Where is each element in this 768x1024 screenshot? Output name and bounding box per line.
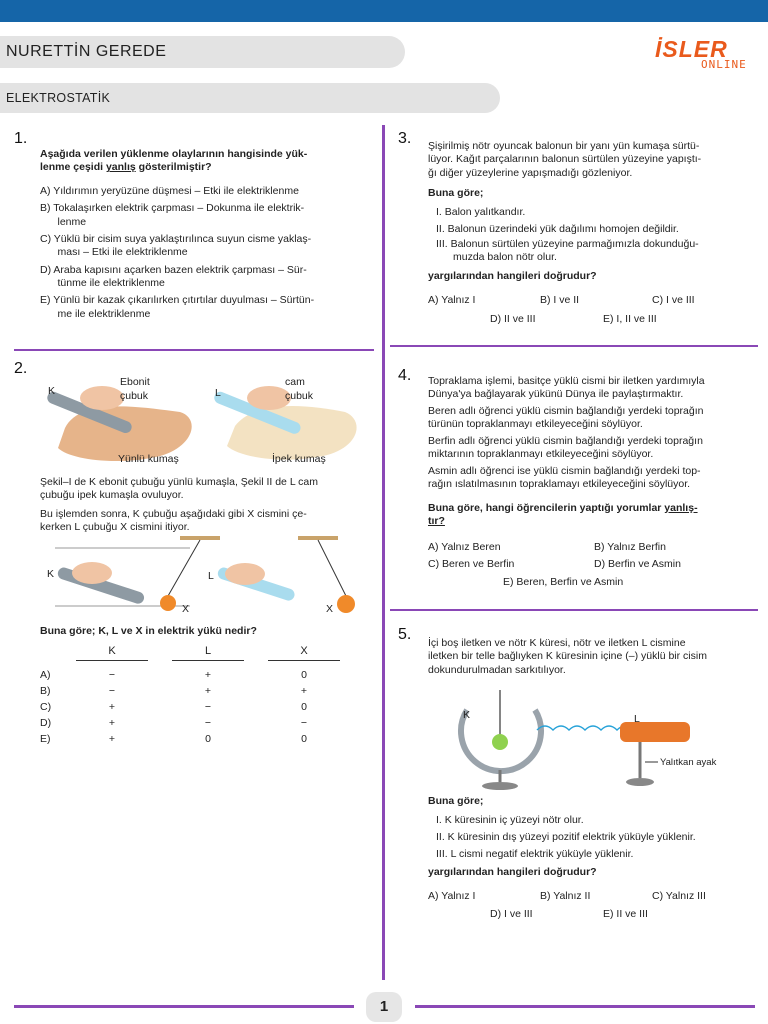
q3-number: 3. bbox=[398, 130, 412, 147]
q4-ask-2: tır? bbox=[428, 515, 445, 528]
q1-option-b-cont: lenme bbox=[40, 215, 87, 228]
q5-fig-k-label: K bbox=[463, 709, 471, 721]
q2-cell-x: 0 bbox=[301, 701, 307, 713]
q4-line2: Dünya'ya bağlayarak yükünü Dünya ile paylaştırmaktır. bbox=[428, 388, 684, 401]
q5-line3: dokundurulmadan sarkıtılıyor. bbox=[428, 663, 566, 676]
q4-line3: Beren adlı öğrenci yüklü cismin bağlandığı yerdeki toprağın bbox=[428, 404, 704, 417]
q3-ask: yargılarından hangileri doğrudur? bbox=[428, 270, 597, 282]
q2-paragraph-1-line1: Şekil–I de K ebonit çubuğu yünlü kumaşla, Şekil II de L cam bbox=[40, 476, 319, 488]
q1-option-a[interactable]: A) Yıldırımın yeryüzüne düşmesi – Etki ile elektriklenme bbox=[40, 185, 299, 197]
q1-number: 1. bbox=[14, 130, 28, 147]
q2-paragraph-2 bbox=[40, 508, 380, 535]
q5-option-d[interactable]: D) I ve III bbox=[490, 908, 533, 920]
q2-cell-k: − bbox=[108, 685, 116, 697]
q2-row-label: A) bbox=[40, 669, 51, 681]
q4-stem bbox=[428, 375, 758, 492]
q2-fig1-rod-label1: Ebonit bbox=[120, 376, 150, 388]
q5-option-e[interactable]: E) II ve III bbox=[603, 908, 648, 920]
q2-cell-k: + bbox=[108, 701, 116, 713]
conducting-wire bbox=[537, 726, 633, 730]
q4-option-c[interactable]: C) Beren ve Berfin bbox=[428, 558, 515, 570]
l-base bbox=[626, 778, 654, 786]
q1-option-e[interactable]: E) Yünlü bir kazak çıkarılırken çıtırtılar duyulması – Sürtün- bbox=[40, 294, 315, 307]
q2-col-k: K bbox=[108, 645, 116, 657]
q5-line2: iletken bir telle bağlıyken K küresinin içine (–) yüklü bir cisim bbox=[428, 650, 707, 663]
q3-separator bbox=[390, 345, 758, 347]
q1-stem-line2a: lenme çeşidi bbox=[40, 161, 106, 174]
q2-cell-x: − bbox=[300, 717, 308, 729]
q4-option-e[interactable]: E) Beren, Berfin ve Asmin bbox=[503, 576, 624, 588]
pend1-ball bbox=[160, 595, 176, 611]
q2-pend-k-label: K bbox=[47, 568, 55, 580]
q5-option-a[interactable]: A) Yalnız I bbox=[428, 890, 476, 902]
q3-stem bbox=[428, 140, 758, 180]
page-number: 1 bbox=[366, 992, 402, 1022]
q2-col-k-rule bbox=[76, 660, 148, 661]
q1-option-e-cont: me ile elektriklenme bbox=[40, 307, 151, 320]
q5-figure bbox=[455, 690, 735, 795]
q5-ask: yargılarından hangileri doğrudur? bbox=[428, 866, 597, 878]
l-conductor bbox=[620, 722, 690, 742]
charged-ball bbox=[492, 734, 508, 750]
q2-fig2-cloth-label: İpek kumaş bbox=[272, 453, 326, 465]
logo-sub-text: ONLINE bbox=[701, 58, 747, 71]
pend2-hand bbox=[225, 563, 265, 585]
q5-lead: Buna göre; bbox=[428, 795, 484, 807]
q4-option-a[interactable]: A) Yalnız Beren bbox=[428, 541, 501, 553]
q3-statement-2: II. Balonun üzerindeki yük dağılımı homojen değildir. bbox=[436, 222, 679, 235]
q2-row-label: C) bbox=[40, 701, 52, 713]
q4-line5: Berfin adlı öğrenci yüklü cismin bağlandığı yerdeki toprağın bbox=[428, 434, 703, 447]
q2-paragraph-2-line2: kerken L çubuğu X cismini itiyor. bbox=[40, 521, 190, 534]
q1-option-c-cont: ması – Etki ile elektriklenme bbox=[40, 246, 188, 259]
q2-cell-l: + bbox=[204, 669, 212, 681]
q1-option-c[interactable]: C) Yüklü bir cisim suya yaklaştırılınca suyun cisme yaklaş- bbox=[40, 232, 312, 245]
q5-stem bbox=[428, 637, 758, 677]
q3-statement-3-cont: muzda balon nötr olur. bbox=[453, 251, 557, 264]
pend2-string bbox=[318, 540, 346, 596]
pend1-support bbox=[180, 536, 220, 540]
q4-option-d[interactable]: D) Berfin ve Asmin bbox=[594, 558, 681, 570]
q2-fig1-cloth-label: Yünlü kumaş bbox=[118, 453, 179, 465]
q3-stem-line1: Şişirilmiş nötr oyuncak balonun bir yanı yün kumaşa sürtü- bbox=[428, 140, 700, 152]
q2-pend-x2-label: X bbox=[326, 603, 334, 615]
q2-paragraph-1-line2: çubuğu ipek kumaşla ovuluyor. bbox=[40, 489, 184, 502]
q3-option-d[interactable]: D) II ve III bbox=[490, 313, 536, 325]
column-divider bbox=[382, 125, 385, 980]
q1-stem-line2c: gösterilmiştir? bbox=[135, 161, 212, 174]
q2-number: 2. bbox=[14, 360, 28, 377]
q1-stem-emphasis: yanlış bbox=[105, 161, 136, 174]
q2-row-label: E) bbox=[40, 733, 51, 745]
q2-row-label: B) bbox=[40, 685, 51, 697]
q2-fig2-rod-label2: çubuk bbox=[285, 390, 314, 402]
footer-line-left bbox=[14, 1005, 354, 1008]
q3-option-b[interactable]: B) I ve II bbox=[540, 294, 580, 306]
q2-fig1-rod-label2: çubuk bbox=[120, 390, 149, 402]
q1-options bbox=[40, 185, 380, 321]
q1-separator bbox=[14, 349, 374, 351]
q1-stem-line1: Aşağıda verilen yüklenme olaylarının hangisinde yük- bbox=[40, 148, 308, 160]
q2-col-l-rule bbox=[172, 660, 244, 661]
q3-stem-line3: ğı diğer yüzeylerine yapışmadığı gözleniyor. bbox=[428, 166, 633, 179]
hand-shape-1 bbox=[80, 386, 124, 410]
q2-paragraph-2-line1: Bu işlemden sonra, K çubuğu aşağıdaki gibi X cismini çe- bbox=[40, 508, 307, 520]
q2-cell-k: − bbox=[108, 669, 116, 681]
q2-cell-l: + bbox=[204, 685, 212, 697]
q2-paragraph-1 bbox=[40, 476, 380, 503]
footer-line-right bbox=[415, 1005, 755, 1008]
q4-separator bbox=[390, 609, 758, 611]
q5-statement-1: I. K küresinin iç yüzeyi nötr olur. bbox=[436, 814, 584, 826]
q1-stem bbox=[40, 148, 375, 175]
q5-statement-3: III. L cismi negatif elektrik yüküyle yüklenir. bbox=[436, 847, 634, 860]
q2-row-label: D) bbox=[40, 717, 52, 729]
q2-fig1-rod-letter: K bbox=[48, 385, 56, 397]
pend2-ball bbox=[337, 595, 355, 613]
q2-fig2-rod-letter: L bbox=[215, 387, 221, 399]
q1-option-d[interactable]: D) Araba kapısını açarken bazen elektrik çarpması – Sür- bbox=[40, 263, 307, 276]
q2-pendulum-figure bbox=[40, 536, 370, 616]
q2-cell-x: 0 bbox=[301, 669, 307, 681]
author-name: NURETTİN GEREDE bbox=[6, 43, 167, 60]
q2-cell-k: + bbox=[108, 733, 116, 745]
q4-line7: Asmin adlı öğrenci ise yüklü cismin bağlandığı yerdeki top- bbox=[428, 464, 701, 477]
q4-line1: Topraklama işlemi, basitçe yüklü cismi bir iletken yardımıyla bbox=[428, 375, 705, 387]
q5-number: 5. bbox=[398, 626, 412, 643]
q5-fig-note: Yalıtkan ayak bbox=[660, 757, 717, 768]
q1-option-b[interactable]: B) Tokalaşırken elektrik çarpması – Dokunma ile elektrik- bbox=[40, 202, 305, 215]
q2-cell-l: − bbox=[204, 701, 212, 713]
q1-option-d-cont: tünme ile elektriklenme bbox=[40, 276, 165, 289]
q2-pend-l-label: L bbox=[208, 570, 214, 582]
q5-statement-2: II. K küresinin dış yüzeyi pozitif elektrik yüküyle yüklenir. bbox=[436, 830, 696, 843]
q2-cell-l: − bbox=[204, 717, 212, 729]
q2-cell-x: + bbox=[300, 685, 308, 697]
q4-line8: rağın ıslatılmasının topraklamayı etkileyeceğini söylüyor. bbox=[428, 478, 691, 491]
q3-stem-line2: lüyor. Kağıt parçalarının balonun sürtülen yüzeyine yapıştı- bbox=[428, 153, 702, 166]
publisher-logo bbox=[655, 36, 760, 76]
q2-question: Buna göre; K, L ve X in elektrik yükü nedir? bbox=[40, 625, 257, 637]
pend2-support bbox=[298, 536, 338, 540]
q4-option-b[interactable]: B) Yalnız Berfin bbox=[594, 541, 666, 553]
q3-statements bbox=[436, 204, 761, 264]
q3-statement-3: III. Balonun sürtülen yüzeyine parmağımızla dokunduğu- bbox=[436, 237, 699, 250]
q3-option-a[interactable]: A) Yalnız I bbox=[428, 294, 476, 306]
q5-statements bbox=[436, 812, 766, 862]
logo-main-text: İSLER bbox=[655, 36, 728, 62]
q4-ask bbox=[428, 502, 758, 529]
q3-statement-1: I. Balon yalıtkandır. bbox=[436, 206, 526, 218]
k-base bbox=[482, 782, 518, 790]
q3-option-c[interactable]: C) I ve III bbox=[652, 294, 695, 306]
q2-col-l: L bbox=[204, 645, 212, 657]
q5-line1: İçi boş iletken ve nötr K küresi, nötr ve iletken L cismine bbox=[428, 637, 686, 649]
section-title: ELEKTROSTATİK bbox=[6, 91, 111, 105]
q4-line6: miktarının topraklanmayı etkileyeceğini söylüyor. bbox=[428, 448, 654, 461]
q2-pend-x1-label: X bbox=[182, 603, 190, 615]
q3-lead: Buna göre; bbox=[428, 187, 484, 199]
q2-fig2-rod-label1: cam bbox=[285, 376, 305, 388]
q4-number: 4. bbox=[398, 367, 412, 384]
q5-fig-l-label: L bbox=[634, 713, 640, 725]
q4-ask-1: Buna göre, hangi öğrencilerin yaptığı yorumlar bbox=[428, 502, 665, 514]
q4-line4: türünün topraklanmayı etkileyeceğini söylüyor. bbox=[428, 418, 643, 431]
q4-ask-emphasis: yanlış- bbox=[664, 502, 698, 514]
q2-cell-x: 0 bbox=[301, 733, 307, 745]
q5-option-b[interactable]: B) Yalnız II bbox=[540, 890, 591, 902]
q3-option-e[interactable]: E) I, II ve III bbox=[603, 313, 657, 325]
q2-col-x: X bbox=[300, 645, 308, 657]
q2-cell-k: + bbox=[108, 717, 116, 729]
q5-option-c[interactable]: C) Yalnız III bbox=[652, 890, 706, 902]
pend1-hand bbox=[72, 562, 112, 584]
q2-cell-l: 0 bbox=[205, 733, 211, 745]
top-bar bbox=[0, 0, 768, 22]
q2-col-x-rule bbox=[268, 660, 340, 661]
